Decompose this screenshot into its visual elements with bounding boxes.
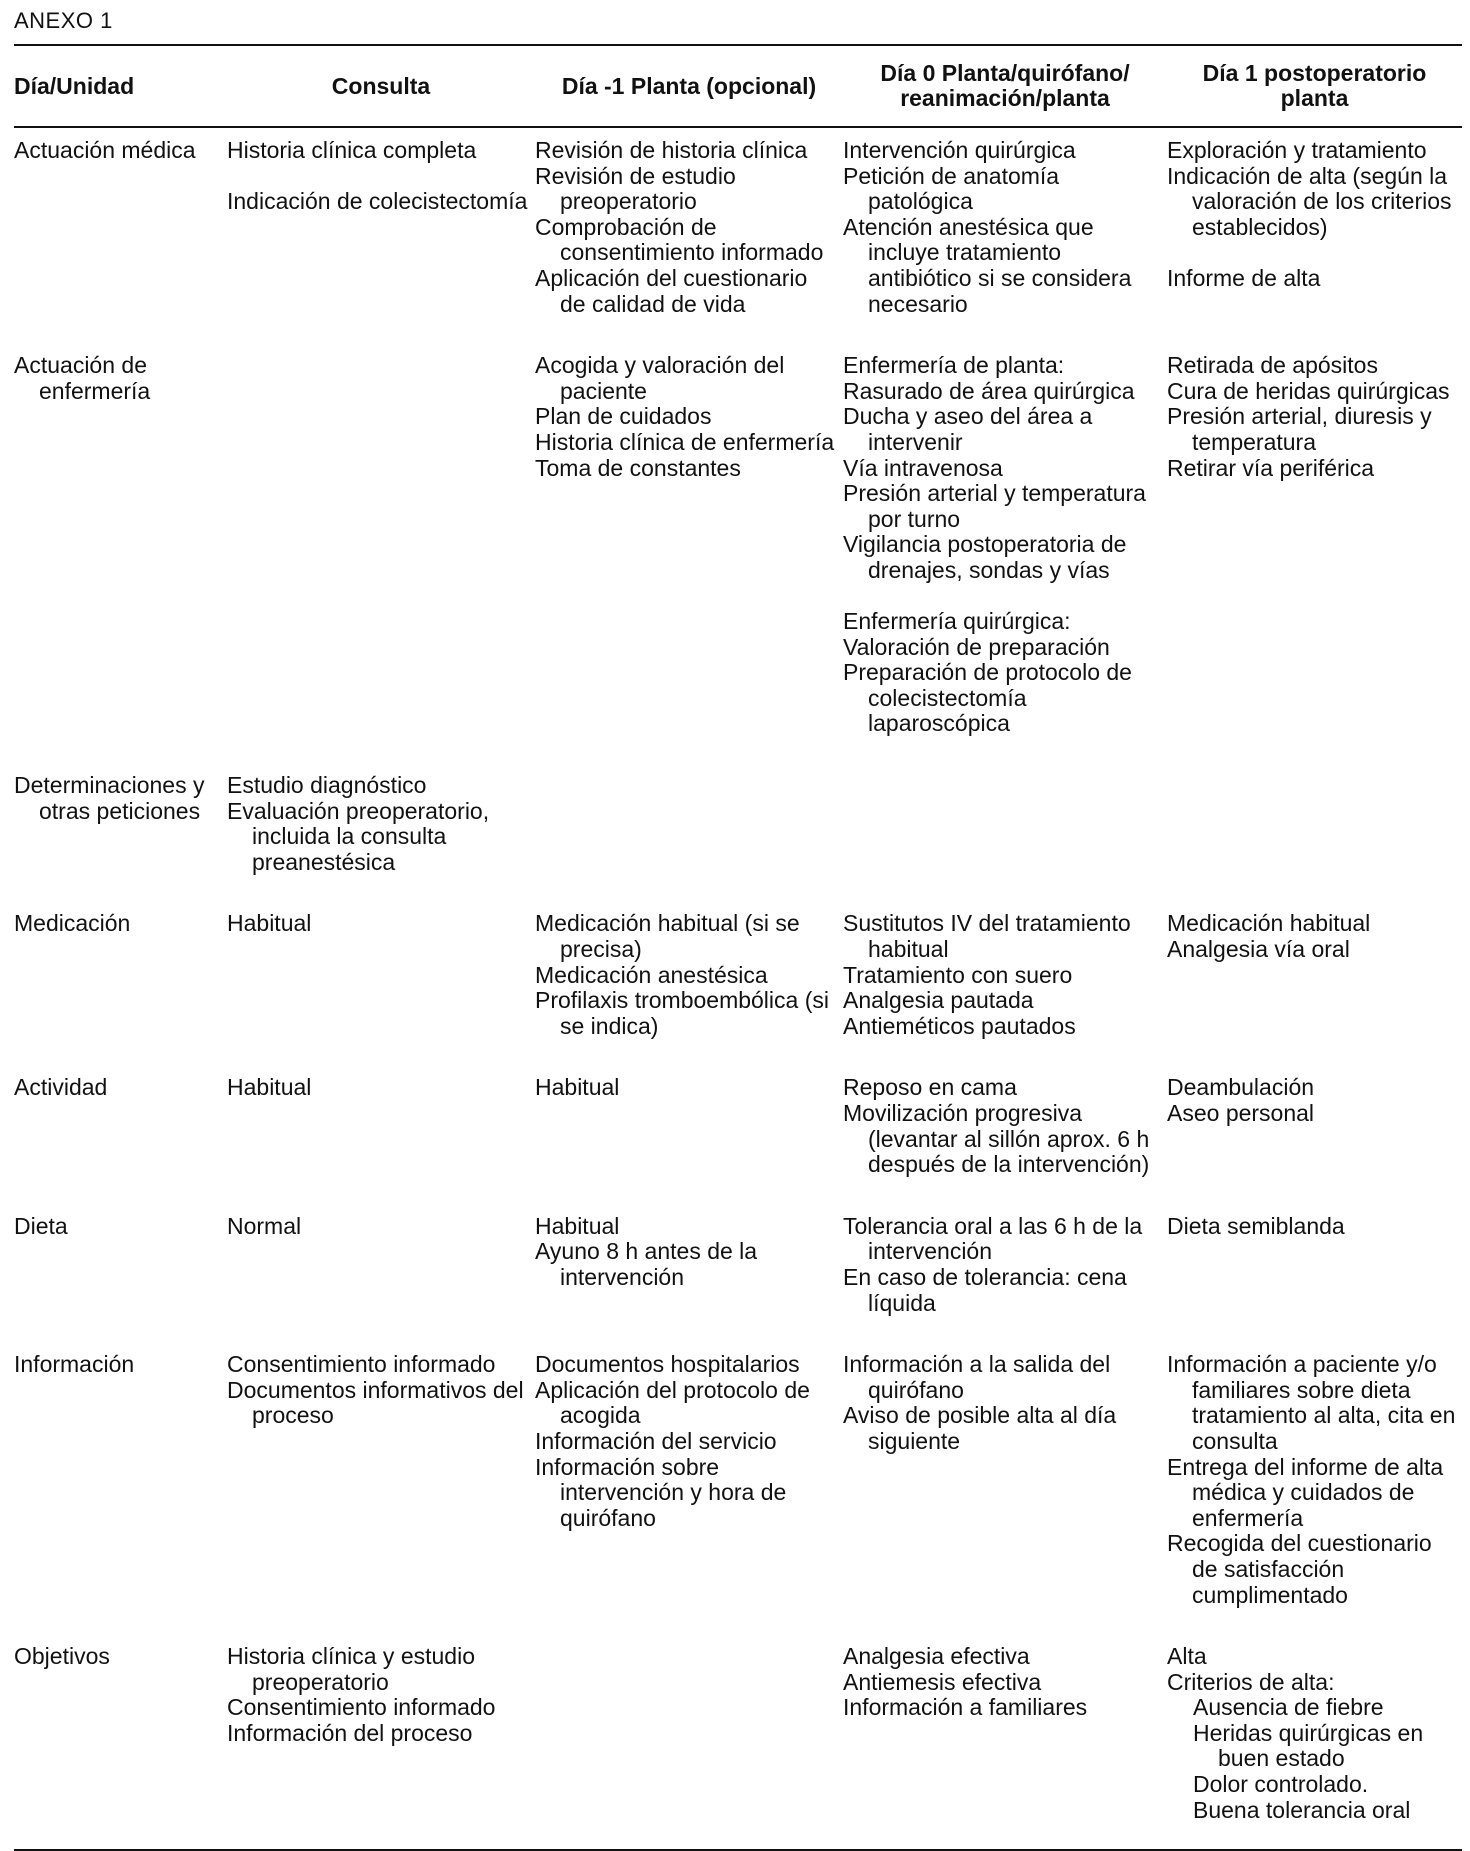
cell-consulta [227, 1204, 535, 1342]
cell-item: Recogida del cuestionario de satisfacción cumplimentado [1167, 1530, 1432, 1608]
cell-item: Buena tolerancia oral [1193, 1796, 1411, 1823]
cell-consulta [227, 1065, 535, 1203]
cell-item: Vigilancia postoperatoria de drenajes, sondas y vías [843, 531, 1127, 583]
cell-dia-1 [1167, 901, 1462, 1065]
cell-dia-0 [843, 1065, 1167, 1203]
header-consulta: Consulta [331, 72, 431, 99]
cell-item: Historia clínica y estudio preoperatorio [227, 1643, 475, 1695]
table-row [14, 1634, 1462, 1849]
table-header [14, 46, 1462, 127]
cell-item: Intervención quirúrgica [843, 137, 1076, 163]
cell-dia-0 [843, 763, 1167, 901]
cell-dia-menos-1 [535, 1342, 843, 1634]
row-label-cell [14, 1634, 227, 1849]
cell-dia-menos-1 [535, 127, 843, 343]
cell-item: Medicación habitual [1167, 910, 1371, 937]
table-body [14, 127, 1462, 1849]
table-row [14, 127, 1462, 343]
table-row [14, 343, 1462, 763]
cell-item: Preparación de protocolo de colecistectomía laparoscópica [843, 659, 1132, 737]
header-dia-unidad: Día/Unidad [14, 72, 135, 99]
table-row [14, 1065, 1462, 1203]
cell-item: Historia clínica completa [227, 137, 477, 163]
cell-item: Aplicación del protocolo de acogida [535, 1376, 810, 1429]
table-row [14, 1204, 1462, 1342]
cell-consulta [227, 901, 535, 1065]
cell-dia-menos-1 [535, 1634, 843, 1849]
cell-item: Presión arterial, diuresis y temperatura [1167, 403, 1432, 455]
cell-item: Tolerancia oral a las 6 h de la intervención [843, 1212, 1143, 1265]
cell-item: Comprobación de consentimiento informado [535, 213, 824, 266]
cell-item: Toma de constantes [535, 454, 741, 481]
cell-item: Tratamiento con suero [843, 961, 1073, 988]
cell-item: Evaluación preoperatorio, incluida la consulta preanestésica [227, 797, 490, 875]
cell-dia-1 [1167, 1342, 1462, 1634]
cell-item: Deambulación [1167, 1074, 1315, 1101]
header-row [14, 46, 1462, 127]
cell-consulta [227, 127, 535, 343]
cell-item: Atención anestésica que incluye tratamiento antibiótico si se considera necesario [843, 213, 1132, 317]
row-label: Medicación [14, 910, 131, 937]
cell-item: Presión arterial y temperatura por turno [843, 480, 1146, 532]
table-row [14, 763, 1462, 901]
cell-dia-1 [1167, 1065, 1462, 1203]
cell-item: Indicación de colecistectomía [227, 188, 528, 215]
row-label: Actividad [14, 1074, 108, 1101]
cell-item: En caso de tolerancia: cena líquida [843, 1263, 1127, 1316]
cell-dia-0 [843, 1634, 1167, 1849]
row-label-cell [14, 127, 227, 343]
cell-dia-0 [843, 127, 1167, 343]
cell-item: Plan de cuidados [535, 403, 712, 430]
cell-item: Enfermería quirúrgica: [843, 608, 1071, 635]
cell-dia-1 [1167, 343, 1462, 763]
cell-dia-menos-1 [535, 1204, 843, 1342]
cell-item: Ayuno 8 h antes de la intervención [535, 1238, 758, 1290]
cell-item: Información a familiares [843, 1694, 1088, 1721]
row-label: Información [14, 1351, 135, 1378]
cell-dia-1 [1167, 1634, 1462, 1849]
cell-item: Revisión de historia clínica [535, 137, 808, 163]
cell-item: Criterios de alta: [1167, 1668, 1335, 1695]
cell-item: Información a paciente y/o familiares sobre dieta tratamiento al alta, cita en consulta [1167, 1351, 1456, 1454]
cell-item: Dieta semiblanda [1167, 1212, 1345, 1239]
cell-item: Retirada de apósitos [1167, 352, 1378, 379]
document-title: ANEXO 1 [14, 8, 113, 33]
cell-item: Aplicación del cuestionario de calidad de vida [535, 264, 808, 317]
cell-item: Habitual [227, 910, 312, 937]
cell-dia-0 [843, 343, 1167, 763]
row-label-cell [14, 343, 227, 763]
cell-item: Analgesia pautada [843, 987, 1034, 1014]
cell-item: Ducha y aseo del área a intervenir [843, 403, 1093, 455]
cell-dia-1 [1167, 127, 1462, 343]
row-label: Actuación de enfermería [14, 352, 151, 404]
cell-dia-menos-1 [535, 763, 843, 901]
cell-item: Habitual [535, 1074, 620, 1101]
cell-item: Información del servicio [535, 1427, 777, 1454]
cell-item: Vía intravenosa [843, 454, 1003, 481]
cell-item: Petición de anatomía patológica [843, 162, 1060, 215]
row-label-cell [14, 763, 227, 901]
cell-item: Aviso de posible alta al día siguiente [843, 1402, 1117, 1454]
cell-item: Enfermería de planta: [843, 352, 1065, 379]
cell-item: Alta [1167, 1643, 1207, 1670]
cell-consulta [227, 343, 535, 763]
row-label-cell [14, 901, 227, 1065]
cell-item: Entrega del informe de alta médica y cuidados de enfermería [1167, 1453, 1444, 1531]
cell-item: Habitual [535, 1212, 620, 1239]
care-pathway-table-container [14, 44, 1462, 1851]
cell-item: Reposo en cama [843, 1074, 1017, 1101]
cell-item: Revisión de estudio preoperatorio [535, 162, 736, 215]
cell-item: Información del proceso [227, 1719, 473, 1746]
cell-dia-1 [1167, 1204, 1462, 1342]
cell-item: Informe de alta [1167, 264, 1321, 291]
header-dia-menos-1: Día -1 Planta (opcional) [561, 72, 817, 99]
cell-item: Valoración de preparación [843, 633, 1110, 660]
row-label-cell [14, 1342, 227, 1634]
cell-item: Documentos informativos del proceso [227, 1376, 524, 1429]
cell-item: Analgesia vía oral [1167, 936, 1350, 963]
cell-item: Sustitutos IV del tratamiento habitual [843, 910, 1131, 963]
cell-item: Exploración y tratamiento [1167, 137, 1427, 163]
cell-item: Acogida y valoración del paciente [535, 352, 785, 404]
cell-item: Profilaxis tromboembólica (si se indica) [535, 987, 829, 1039]
cell-item: Ausencia de fiebre [1193, 1694, 1384, 1721]
cell-item: Medicación anestésica [535, 961, 768, 988]
cell-dia-0 [843, 1342, 1167, 1634]
cell-item: Movilización progresiva (levantar al sillón aprox. 6 h después de la intervención) [843, 1100, 1150, 1178]
cell-dia-0 [843, 901, 1167, 1065]
cell-dia-1 [1167, 763, 1462, 901]
cell-item: Historia clínica de enfermería [535, 428, 835, 455]
cell-item: Habitual [227, 1074, 312, 1101]
cell-item: Indicación de alta (según la valoración de los criterios establecidos) [1167, 162, 1452, 240]
cell-item: Rasurado de área quirúrgica [843, 377, 1135, 404]
header-dia-1: Día 1 postoperatorio planta [1202, 60, 1427, 111]
cell-item: Dolor controlado. [1193, 1771, 1369, 1798]
table-row [14, 901, 1462, 1065]
row-label: Determinaciones y otras peticiones [14, 772, 205, 824]
care-pathway-table [14, 46, 1462, 1849]
cell-dia-0 [843, 1204, 1167, 1342]
cell-item: Cura de heridas quirúrgicas [1167, 377, 1450, 404]
cell-item: Retirar vía periférica [1167, 454, 1375, 481]
cell-consulta [227, 763, 535, 901]
cell-dia-menos-1 [535, 343, 843, 763]
cell-item: Heridas quirúrgicas en buen estado [1193, 1719, 1424, 1772]
cell-item: Estudio diagnóstico [227, 772, 427, 799]
row-label-cell [14, 1204, 227, 1342]
cell-item: Antiemesis efectiva [843, 1668, 1042, 1695]
row-label: Actuación médica [14, 137, 196, 163]
cell-item: Medicación habitual (si se precisa) [535, 910, 800, 963]
cell-dia-menos-1 [535, 901, 843, 1065]
cell-consulta [227, 1342, 535, 1634]
cell-item: Consentimiento informado [227, 1694, 496, 1721]
cell-item: Aseo personal [1167, 1100, 1315, 1126]
cell-item: Normal [227, 1212, 302, 1239]
cell-consulta [227, 1634, 535, 1849]
row-label-cell [14, 1065, 227, 1203]
cell-item: Documentos hospitalarios [535, 1351, 800, 1378]
cell-item: Información a la salida del quirófano [843, 1351, 1111, 1403]
cell-dia-menos-1 [535, 1065, 843, 1203]
table-row [14, 1342, 1462, 1634]
cell-item: Consentimiento informado [227, 1351, 496, 1378]
cell-item: Antieméticos pautados [843, 1012, 1076, 1039]
cell-item: Analgesia efectiva [843, 1643, 1030, 1670]
cell-item: Información sobre intervención y hora de quirófano [535, 1453, 787, 1531]
row-label: Dieta [14, 1212, 68, 1239]
header-dia-0: Día 0 Planta/quirófano/ reanimación/planta [880, 60, 1130, 111]
row-label: Objetivos [14, 1643, 110, 1670]
